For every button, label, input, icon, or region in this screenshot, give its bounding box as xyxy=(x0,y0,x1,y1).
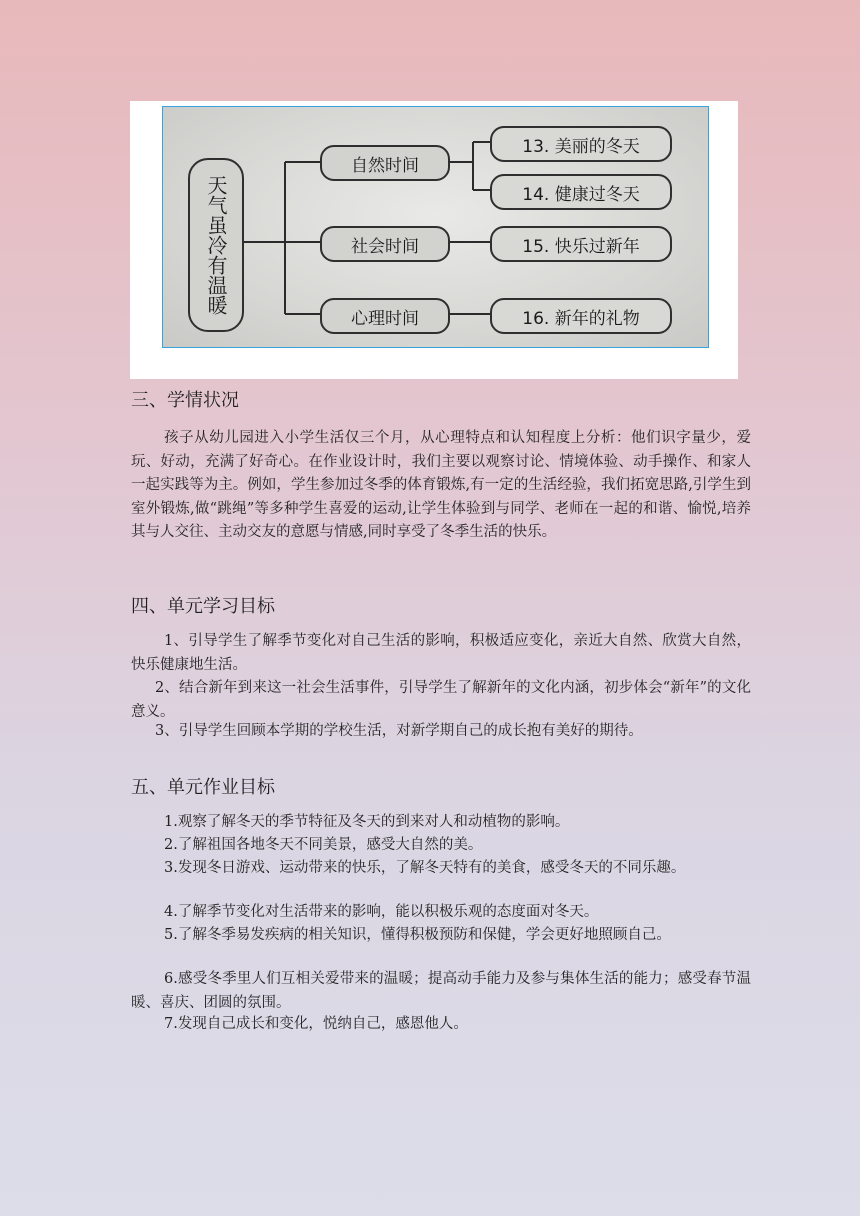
section3-heading: 三、学情状况 xyxy=(131,390,239,411)
leaf-lesson-13: 13. 美丽的冬天 xyxy=(490,126,672,162)
section5-goal-6: 6.感受冬季里人们互相关爱带来的温暖；提高动手能力及参与集体生活的能力；感受春节温暖、喜庆、团圆的氛围。 xyxy=(131,971,751,1011)
section3-body: 孩子从幼儿园进入小学生活仅三个月，从心理特点和认知程度上分析：他们识字量少，爱玩、好动，充满了好奇心。在作业设计时，我们主要以观察讨论、情境体验、动手操作、和家人一起实践等为主。例如，学生参加过冬季的体育锻炼,有一定的生活经验，我们拓宽思路,引学生到室外锻炼,做“跳绳”等多种学生喜爱的运动,让学生体验到与同学、老师在一起的和谐、愉悦,培养其与人交往、主动交友的意愿与情感,同时享受了冬季生活的快乐。 xyxy=(131,430,751,541)
section4-heading: 四、单元学习目标 xyxy=(131,596,275,617)
branch-social-time: 社会时间 xyxy=(320,226,450,262)
unit-structure-diagram xyxy=(162,106,709,348)
section5-goal-7: 7.发现自己成长和变化，悦纳自己，感恩他人。 xyxy=(164,1016,468,1032)
section5-goal-3: 3.发现冬日游戏、运动带来的快乐，了解冬天特有的美食，感受冬天的不同乐趣。 xyxy=(164,860,686,876)
section4-goal-1: 1、引导学生了解季节变化对自己生活的影响，积极适应变化，亲近大自然、欣赏大自然，快乐健康地生活。 xyxy=(131,633,751,673)
leaf-lesson-14: 14. 健康过冬天 xyxy=(490,174,672,210)
leaf-lesson-15: 15. 快乐过新年 xyxy=(490,226,672,262)
branch-mind-time: 心理时间 xyxy=(320,298,450,334)
section5-heading: 五、单元作业目标 xyxy=(131,777,275,798)
section5-goal-4: 4.了解季节变化对生活带来的影响，能以积极乐观的态度面对冬天。 xyxy=(164,904,599,920)
leaf-lesson-16: 16. 新年的礼物 xyxy=(490,298,672,334)
section5-goal-1: 1.观察了解冬天的季节特征及冬天的到来对人和动植物的影响。 xyxy=(164,814,570,830)
section4-goal-3: 3、引导学生回顾本学期的学校生活，对新学期自己的成长抱有美好的期待。 xyxy=(155,723,643,739)
diagram-root: 天气虽冷有温暖 xyxy=(188,158,244,332)
section5-goal-2: 2.了解祖国各地冬天不同美景，感受大自然的美。 xyxy=(164,837,483,853)
branch-nature-time: 自然时间 xyxy=(320,145,450,181)
section5-goal-5: 5.了解冬季易发疾病的相关知识，懂得积极预防和保健，学会更好地照顾自己。 xyxy=(164,927,671,943)
section4-goal-2: 2、结合新年到来这一社会生活事件，引导学生了解新年的文化内涵，初步体会“新年”的文化意义。 xyxy=(131,680,751,720)
